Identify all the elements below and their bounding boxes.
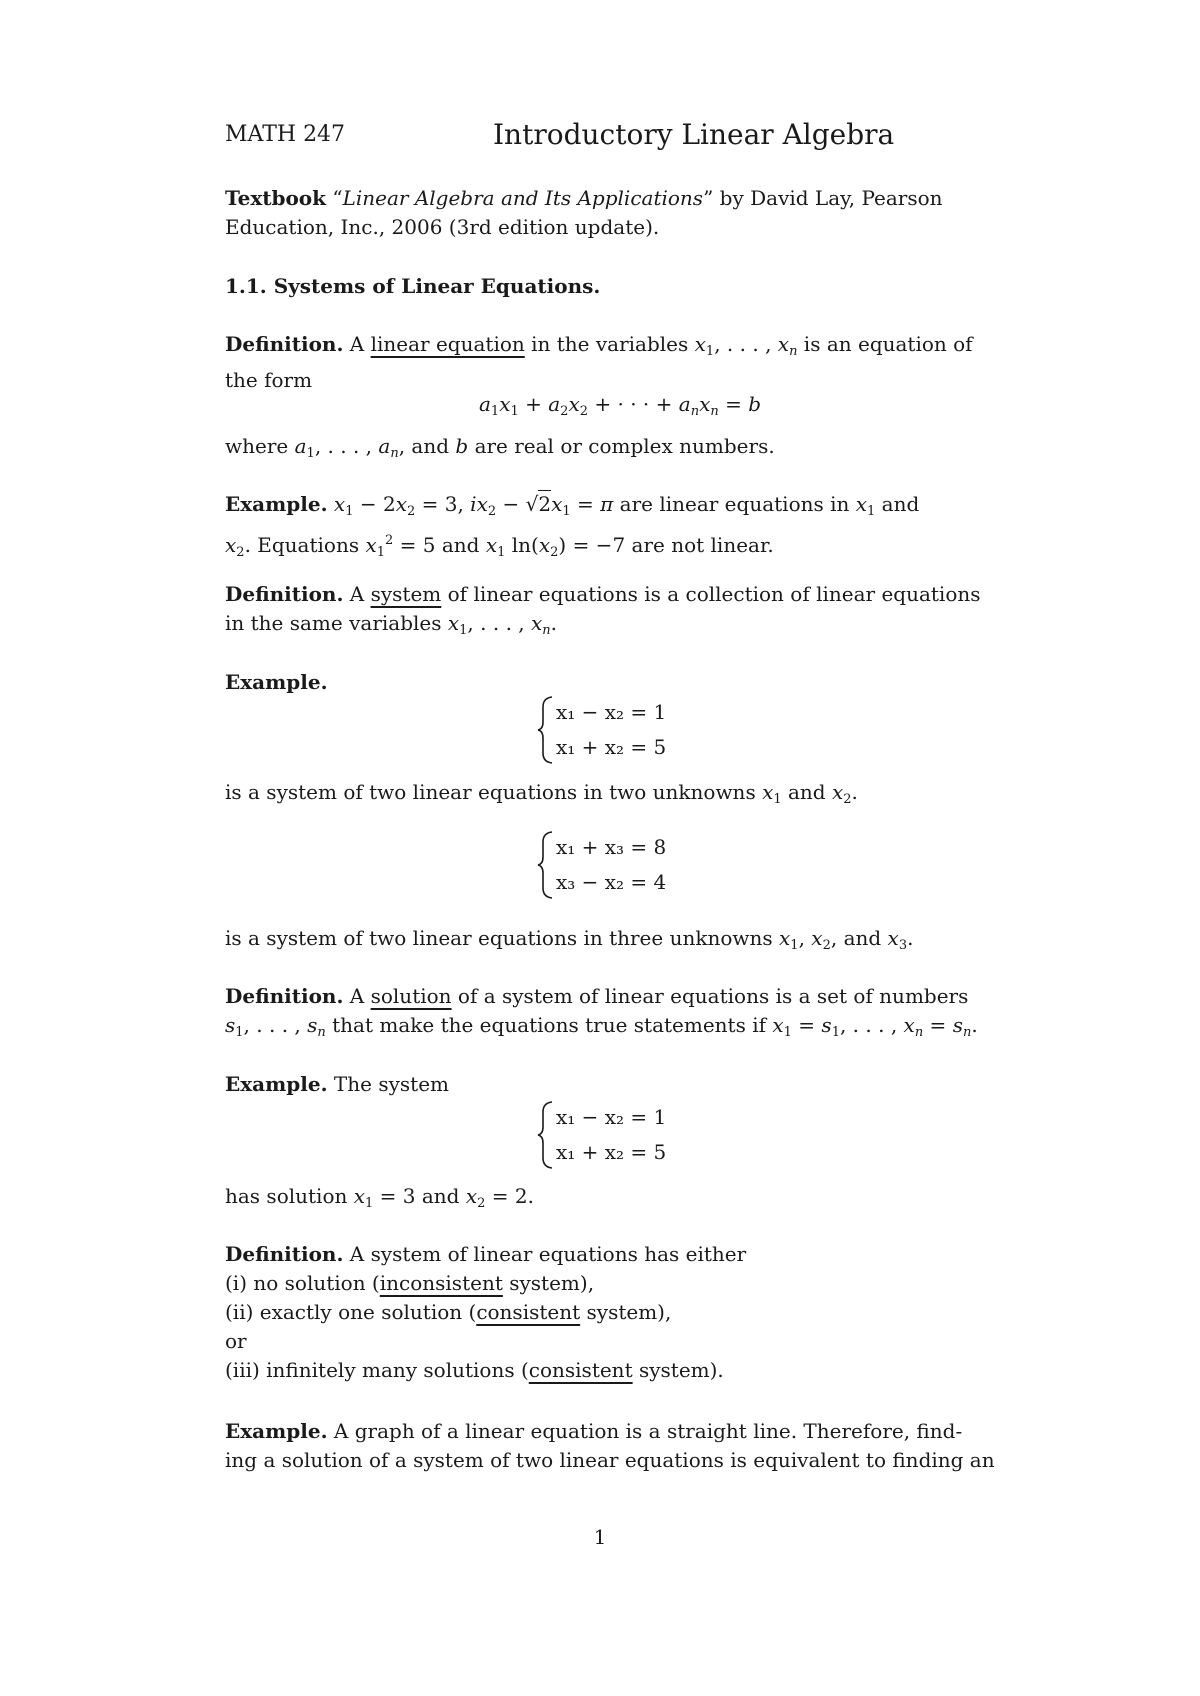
example-graph: Example. A graph of a linear equation is a straight line. Therefore, find- ing a solution of a system of two linear equations is equivalent to finding an <box>225 1419 995 1472</box>
definition-linear-equation: Definition. A linear equation in the variables $x_1$, . . . , $x_n$ is an equation of the form <box>225 332 973 392</box>
term-linear-equation: linear equation <box>370 332 525 356</box>
left-brace-icon <box>536 1100 556 1170</box>
term-inconsistent: inconsistent <box>379 1271 503 1295</box>
definition-system: Definition. A system of linear equations is a collection of linear equations in the same variables $x_1$, . . . , $x_n$. <box>225 582 981 638</box>
definition-where-line: where $a_1$, . . . , $a_n$, and b are real or complex numbers. <box>225 434 775 461</box>
system-1 <box>536 695 666 765</box>
system-1-description: is a system of two linear equations in two unknowns $x_1$ and $x_2$. <box>225 780 858 807</box>
term-consistent: consistent <box>528 1358 633 1382</box>
system-2-row: x₁ + x₃ = 8 <box>556 835 667 859</box>
term-solution: solution <box>370 984 452 1008</box>
example-label: Example. <box>225 492 328 516</box>
system-1-row: x₁ + x₂ = 5 <box>556 735 667 759</box>
system-3-row: x₁ − x₂ = 1 <box>556 1105 667 1129</box>
textbook-rest: by David Lay, Pearson <box>713 186 943 210</box>
course-code: MATH 247 <box>225 122 346 147</box>
term-consistent: consistent <box>476 1300 581 1324</box>
example-linear-equations: Example. $x_1 - 2x_2 = 3$, $ix_2 - √2x_1 = \pi$ are linear equations in $x_1$ and $x_2$. Equations $x_1^2 = 5$ and $x_1$ $\ln(x_2) = -7$ are not linear. <box>225 492 920 560</box>
left-brace-icon <box>536 695 556 765</box>
solution-statement: has solution $x_1 = 3$ and $x_2 = 2$. <box>225 1184 534 1211</box>
left-brace-icon <box>536 830 556 900</box>
page-number: 1 <box>593 1525 607 1549</box>
example-label-2: Example. <box>225 670 328 694</box>
system-2-row: x₃ − x₂ = 4 <box>556 870 667 894</box>
system-2-description: is a system of two linear equations in three unknowns $x_1$, $x_2$, and $x_3$. <box>225 926 914 953</box>
term-system: system <box>370 582 442 606</box>
definition-solution: Definition. A solution of a system of linear equations is a set of numbers $s_1$, . . . , $s_n$ that make the equations true statements if $x_1 = s_1$, . . . , $x_n = s_n$. <box>225 984 978 1040</box>
textbook-label: Textbook <box>225 186 326 210</box>
linear-equation-formula: $a_1x_1 + a_2x_2$ + · · · + $a_nx_n = b$ <box>478 392 762 419</box>
textbook-paragraph: Textbook “Linear Algebra and Its Applications” by David Lay, Pearson Education, Inc., 2006 (3rd edition update). <box>225 186 943 239</box>
page-title: Introductory Linear Algebra <box>493 118 895 151</box>
definition-consistency: Definition. A system of linear equations has either (i) no solution (inconsistent system), (ii) exactly one solution (consistent system), or (iii) infinitely many solutions (consistent system). <box>225 1242 747 1382</box>
textbook-line2: Education, Inc., 2006 (3rd edition update). <box>225 215 660 239</box>
system-3 <box>536 1100 666 1170</box>
definition-label: Definition. <box>225 332 344 356</box>
system-3-row: x₁ + x₂ = 5 <box>556 1140 667 1164</box>
system-1-row: x₁ − x₂ = 1 <box>556 700 667 724</box>
section-heading: 1.1. Systems of Linear Equations. <box>225 274 601 298</box>
system-2 <box>536 830 666 900</box>
book-title: Linear Algebra and Its Applications <box>342 186 704 210</box>
example-system-solution: Example. The system <box>225 1072 449 1096</box>
